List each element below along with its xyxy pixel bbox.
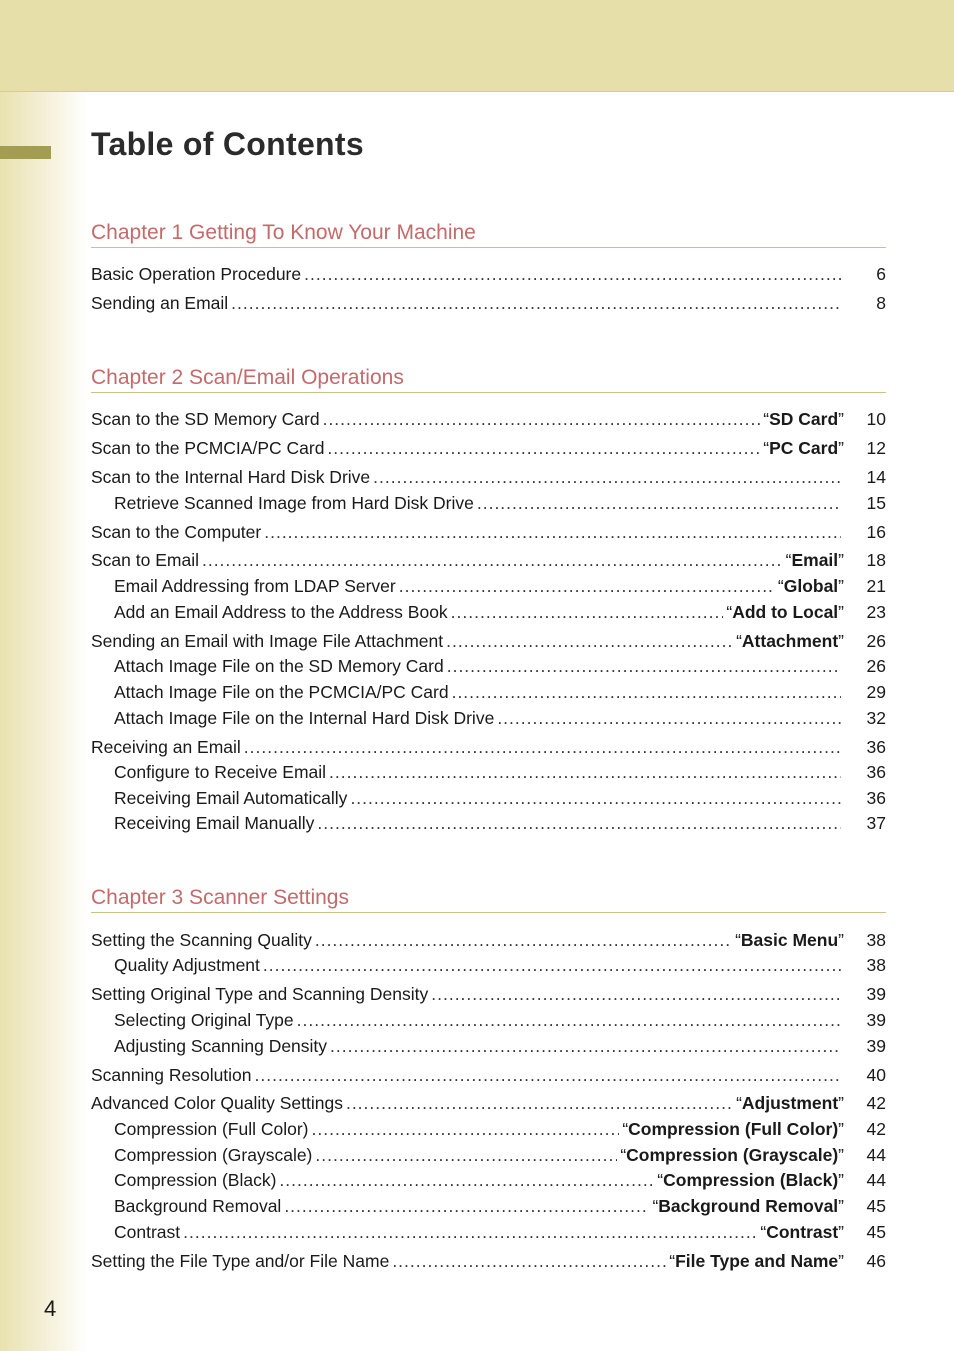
- toc-subentry[interactable]: [114, 492, 886, 514]
- toc-page-number: 21: [866, 576, 886, 596]
- toc-entry-label: Receiving Email Automatically: [114, 788, 348, 808]
- toc-entry-label: Quality Adjustment: [114, 955, 260, 975]
- toc-entry-label: Compression (Full Color): [114, 1119, 309, 1139]
- dot-leader: [255, 1064, 841, 1086]
- dot-leader: [312, 1118, 620, 1140]
- toc-subentry[interactable]: [114, 761, 886, 783]
- toc-entry[interactable]: [91, 1064, 886, 1086]
- toc-entry[interactable]: [91, 408, 886, 430]
- dot-leader: [477, 492, 841, 514]
- toc-entry-label: Compression (Black): [114, 1170, 277, 1190]
- chapter-heading-1: [91, 222, 886, 248]
- dot-leader: [202, 549, 783, 571]
- dot-leader: [447, 655, 841, 677]
- menu-ref-text: Add to Local: [732, 602, 839, 622]
- dot-leader: [431, 983, 841, 1005]
- chapter-title: Chapter 1 Getting To Know Your Machine: [91, 221, 476, 244]
- dot-leader: [350, 787, 841, 809]
- dot-leader: [183, 1221, 757, 1243]
- toc-entry-label: Setting the File Type and/or File Name: [91, 1251, 390, 1271]
- menu-ref-text: Adjustment: [741, 1093, 839, 1113]
- dot-leader: [497, 707, 841, 729]
- toc-menu-ref: “Attachment”: [736, 631, 844, 651]
- menu-ref-text: Global: [783, 576, 839, 596]
- toc-page-number: 37: [866, 813, 886, 833]
- toc-entry[interactable]: [91, 466, 886, 488]
- toc-entry-label: Setting the Scanning Quality: [91, 930, 312, 950]
- dot-leader: [323, 408, 761, 430]
- toc-entry[interactable]: [91, 736, 886, 758]
- menu-ref-text: Compression (Full Color): [628, 1119, 839, 1139]
- page-title: Table of Contents: [91, 126, 364, 162]
- toc-page-number: 44: [866, 1145, 886, 1165]
- toc-page-number: 44: [866, 1170, 886, 1190]
- toc-page-number: 45: [866, 1222, 886, 1242]
- toc-entry[interactable]: [91, 630, 886, 652]
- page-number: 4: [44, 1296, 57, 1321]
- toc-page-number: 40: [866, 1065, 886, 1085]
- toc-entry-label: Advanced Color Quality Settings: [91, 1093, 343, 1113]
- toc-page-number: 18: [866, 550, 886, 570]
- dot-leader: [373, 466, 841, 488]
- toc-entry[interactable]: [91, 437, 886, 459]
- title-marker: [0, 146, 51, 159]
- toc-subentry[interactable]: [114, 1118, 886, 1140]
- toc-entry-label: Receiving Email Manually: [114, 813, 315, 833]
- menu-ref-text: Email: [791, 550, 839, 570]
- dot-leader: [263, 954, 841, 976]
- toc-menu-ref: “Add to Local”: [726, 602, 844, 622]
- dot-leader: [392, 1250, 666, 1272]
- toc-entry-label: Configure to Receive Email: [114, 762, 327, 782]
- dot-leader: [329, 761, 841, 783]
- dot-leader: [451, 601, 724, 623]
- menu-ref-text: Compression (Black): [663, 1170, 839, 1190]
- toc-subentry[interactable]: [114, 954, 886, 976]
- toc-entry-label: Attach Image File on the SD Memory Card: [114, 656, 444, 676]
- toc-entry-label: Contrast: [114, 1222, 181, 1242]
- toc-entry-label: Attach Image File on the Internal Hard Disk Drive: [114, 708, 495, 728]
- toc-menu-ref: “Compression (Full Color)”: [622, 1119, 844, 1139]
- toc-entry[interactable]: [91, 983, 886, 1005]
- toc-entry-label: Sending an Email: [91, 293, 229, 313]
- dot-leader: [284, 1195, 649, 1217]
- toc-entry[interactable]: [91, 549, 886, 571]
- toc-page-number: 38: [866, 930, 886, 950]
- toc-entry-label: Receiving an Email: [91, 737, 241, 757]
- toc-page-number: 38: [866, 955, 886, 975]
- toc-page-number: 36: [866, 737, 886, 757]
- toc-entry[interactable]: [91, 1250, 886, 1272]
- toc-page-number: 36: [866, 788, 886, 808]
- toc-entry-label: Scanning Resolution: [91, 1065, 252, 1085]
- dot-leader: [446, 630, 733, 652]
- toc-page-number: 10: [866, 409, 886, 429]
- toc-entry[interactable]: [91, 521, 886, 543]
- toc-entry-label: Attach Image File on the PCMCIA/PC Card: [114, 682, 449, 702]
- toc-menu-ref: “Email”: [785, 550, 844, 570]
- toc-entry-label: Basic Operation Procedure: [91, 264, 302, 284]
- toc-entry-label: Scan to the Internal Hard Disk Drive: [91, 467, 371, 487]
- menu-ref-text: Background Removal: [658, 1196, 839, 1216]
- toc-subentry[interactable]: [114, 812, 886, 834]
- toc-subentry[interactable]: [114, 601, 886, 623]
- dot-leader: [279, 1169, 654, 1191]
- toc-entry[interactable]: [91, 292, 886, 314]
- toc-page-number: 36: [866, 762, 886, 782]
- toc-entry-label: Scan to the SD Memory Card: [91, 409, 320, 429]
- toc-page-number: 29: [866, 682, 886, 702]
- toc-menu-ref: “Contrast”: [760, 1222, 844, 1242]
- toc-page-number: 14: [866, 467, 886, 487]
- menu-ref-text: PC Card: [769, 438, 839, 458]
- dot-leader: [399, 575, 775, 597]
- dot-leader: [346, 1092, 733, 1114]
- toc-entry-label: Setting Original Type and Scanning Density: [91, 984, 429, 1004]
- menu-ref-text: SD Card: [769, 409, 839, 429]
- dot-leader: [264, 521, 841, 543]
- chapter-title: Chapter 3 Scanner Settings: [91, 886, 349, 909]
- toc-subentry[interactable]: [114, 681, 886, 703]
- toc-entry-label: Background Removal: [114, 1196, 282, 1216]
- menu-ref-text: Attachment: [741, 631, 839, 651]
- toc-menu-ref: “PC Card”: [763, 438, 844, 458]
- toc-menu-ref: “Global”: [777, 576, 844, 596]
- toc-page-number: 39: [866, 1010, 886, 1030]
- toc-page-number: 26: [866, 656, 886, 676]
- toc-subentry[interactable]: [114, 1144, 886, 1166]
- toc-page-number: 15: [866, 493, 886, 513]
- dot-leader: [231, 292, 841, 314]
- toc-subentry[interactable]: [114, 575, 886, 597]
- toc-menu-ref: “File Type and Name”: [669, 1251, 844, 1271]
- menu-ref-text: Contrast: [766, 1222, 839, 1242]
- toc-menu-ref: “Adjustment”: [736, 1093, 844, 1113]
- dot-leader: [327, 437, 760, 459]
- toc-entry-label: Compression (Grayscale): [114, 1145, 313, 1165]
- toc-subentry[interactable]: [114, 1169, 886, 1191]
- menu-ref-text: Compression (Grayscale): [626, 1145, 839, 1165]
- toc-subentry[interactable]: [114, 655, 886, 677]
- toc-menu-ref: “Compression (Grayscale)”: [620, 1145, 844, 1165]
- toc-entry-label: Scan to the Computer: [91, 522, 262, 542]
- toc-page-number: 26: [866, 631, 886, 651]
- toc-page-number: 42: [866, 1093, 886, 1113]
- toc-entry[interactable]: [91, 929, 886, 951]
- toc-page-number: 23: [866, 602, 886, 622]
- toc-subentry[interactable]: [114, 1035, 886, 1057]
- toc-menu-ref: “Basic Menu”: [735, 930, 844, 950]
- toc-page-number: 16: [866, 522, 886, 542]
- toc-subentry[interactable]: [114, 1195, 886, 1217]
- toc-menu-ref: “Background Removal”: [652, 1196, 844, 1216]
- toc-entry-label: Retrieve Scanned Image from Hard Disk Drive: [114, 493, 474, 513]
- left-margin-strip: [0, 92, 88, 1351]
- toc-page-number: 12: [866, 438, 886, 458]
- chapter-heading-2: [91, 367, 886, 393]
- toc-page-number: 8: [876, 293, 886, 313]
- dot-leader: [330, 1035, 841, 1057]
- toc-page-number: 42: [866, 1119, 886, 1139]
- toc-page-number: 45: [866, 1196, 886, 1216]
- toc-page-number: 6: [876, 264, 886, 284]
- toc-entry-label: Selecting Original Type: [114, 1010, 294, 1030]
- toc-subentry[interactable]: [114, 707, 886, 729]
- menu-ref-text: File Type and Name: [675, 1251, 839, 1271]
- toc-page-number: 39: [866, 984, 886, 1004]
- toc-entry[interactable]: [91, 263, 886, 285]
- dot-leader: [315, 929, 732, 951]
- toc-subentry[interactable]: [114, 1221, 886, 1243]
- menu-ref-text: Basic Menu: [740, 930, 839, 950]
- toc-entry-label: Sending an Email with Image File Attachment: [91, 631, 444, 651]
- toc-page-number: 32: [866, 708, 886, 728]
- toc-entry-label: Add an Email Address to the Address Book: [114, 602, 448, 622]
- toc-subentry[interactable]: [114, 1009, 886, 1031]
- header-band: [0, 0, 954, 92]
- dot-leader: [452, 681, 841, 703]
- chapter-heading-3: [91, 887, 886, 913]
- toc-entry-label: Scan to Email: [91, 550, 199, 570]
- dot-leader: [297, 1009, 841, 1031]
- toc-entry-label: Adjusting Scanning Density: [114, 1036, 328, 1056]
- toc-entry[interactable]: [91, 1092, 886, 1114]
- toc-entry-label: Scan to the PCMCIA/PC Card: [91, 438, 325, 458]
- toc-page-number: 46: [866, 1251, 886, 1271]
- dot-leader: [315, 1144, 617, 1166]
- toc-page-number: 39: [866, 1036, 886, 1056]
- toc-menu-ref: “Compression (Black)”: [657, 1170, 844, 1190]
- dot-leader: [244, 736, 841, 758]
- dot-leader: [317, 812, 841, 834]
- dot-leader: [304, 263, 841, 285]
- toc-menu-ref: “SD Card”: [763, 409, 844, 429]
- toc-subentry[interactable]: [114, 787, 886, 809]
- chapter-title: Chapter 2 Scan/Email Operations: [91, 366, 404, 389]
- toc-entry-label: Email Addressing from LDAP Server: [114, 576, 396, 596]
